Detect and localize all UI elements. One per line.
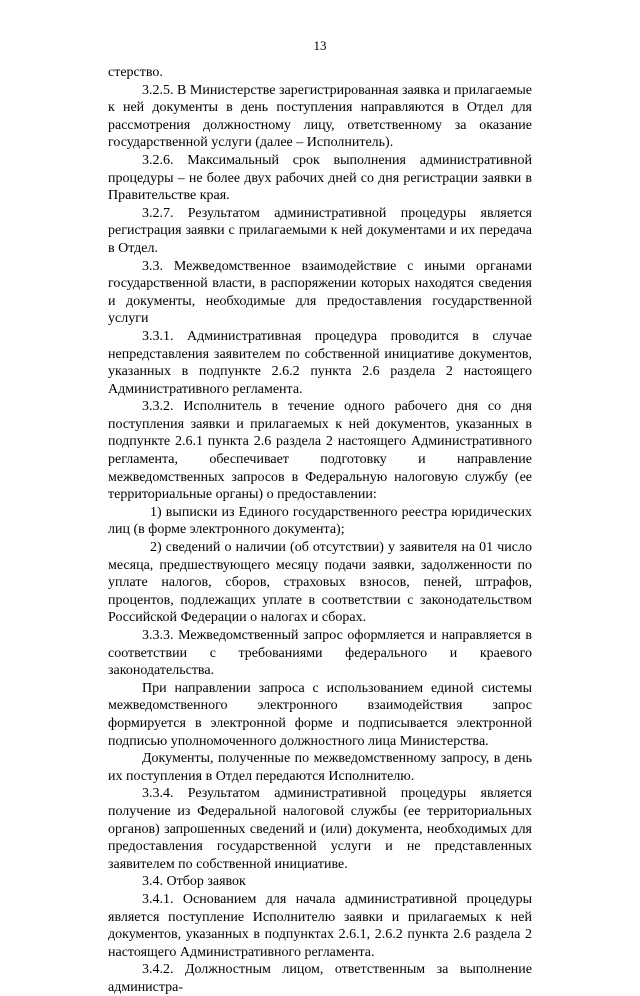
page-number: 13 bbox=[313, 38, 327, 53]
paragraph: 3.3. Межведомственное взаимодействие с иными органами государственной власти, в распоряжении которых находятся сведения и документы, необходимые для предоставления государственной услуги bbox=[108, 258, 532, 327]
paragraph: 3.2.7. Результатом административной процедуры является регистрация заявки с прилагаемыми к ней документами и их передача в Отдел. bbox=[108, 205, 532, 256]
paragraph: 3.3.4. Результатом административной процедуры является получение из Федеральной налоговой службы (ее территориальных органов) запрошенных сведений и (или) документа, необходимых для предоставления государственной услуги и не представленных заявителем по собственной инициативе. bbox=[108, 786, 532, 872]
paragraph: При направлении запроса с использованием единой системы межведомственного электронного взаимодействия запрос формируется в электронной форме и подписывается электронной подписью уполномоченного должностного лица Министерства. bbox=[108, 680, 532, 749]
paragraph: 1) выписки из Единого государственного реестра юридических лиц (в форме электронного документа); bbox=[108, 504, 532, 538]
paragraph: 3.3.3. Межведомственный запрос оформляется и направляется в соответствии с требованиями федерального и краевого законодательства. bbox=[108, 628, 532, 679]
paragraph: 3.3.2. Исполнитель в течение одного рабочего дня со дня поступления заявки и прилагаемых к ней документов, указанных в подпункте 2.6.1 пункта 2.6 раздела 2 настоящего Административного регламента, обеспечивает подготовку и направление межведомственных запросов в Федеральную налоговую службу (ее территориальные органы) о предоставлении: bbox=[108, 399, 532, 503]
paragraph: 3.4.2. Должностным лицом, ответственным за выполнение администра- bbox=[108, 962, 532, 995]
paragraph: стерство. bbox=[108, 65, 163, 80]
paragraph: 3.2.6. Максимальный срок выполнения административной процедуры – не более двух рабочих дней со дня регистрации заявки в Правительстве края. bbox=[108, 152, 532, 204]
paragraph: 3.2.5. В Министерстве зарегистрированная заявка и прилагаемые к ней документы в день поступления направляются в Отдел для рассмотрения должностному лицу, ответственному за оказание государственной услуги (далее – Исполнитель). bbox=[108, 82, 532, 151]
paragraph: Документы, полученные по межведомственному запросу, в день их поступления в Отдел передаются Исполнителю. bbox=[108, 751, 532, 784]
paragraph: 3.3.1. Административная процедура проводится в случае непредставления заявителем по собственной инициативе документов, указанных в подпункте 2.6.2 пункта 2.6 раздела 2 настоящего Административного регламента. bbox=[108, 328, 532, 397]
document-body bbox=[108, 64, 532, 996]
paragraph: 3.4. Отбор заявок bbox=[142, 874, 246, 890]
paragraph: 2) сведений о наличии (об отсутствии) у заявителя на 01 число месяца, предшествующего месяцу подачи заявки, задолженности по уплате налогов, сборов, страховых взносов, пеней, штрафов, процентов, подлежащих уплате в соответствии с законодательством Российской Федерации о налогах и сборах. bbox=[108, 540, 532, 626]
paragraph: 3.4.1. Основанием для начала административной процедуры является поступление Исполнителю заявки и прилагаемых к ней документов, указанных в подпунктах 2.6.1, 2.6.2 пункта 2.6 раздела 2 настоящего Административного регламента. bbox=[108, 891, 532, 960]
